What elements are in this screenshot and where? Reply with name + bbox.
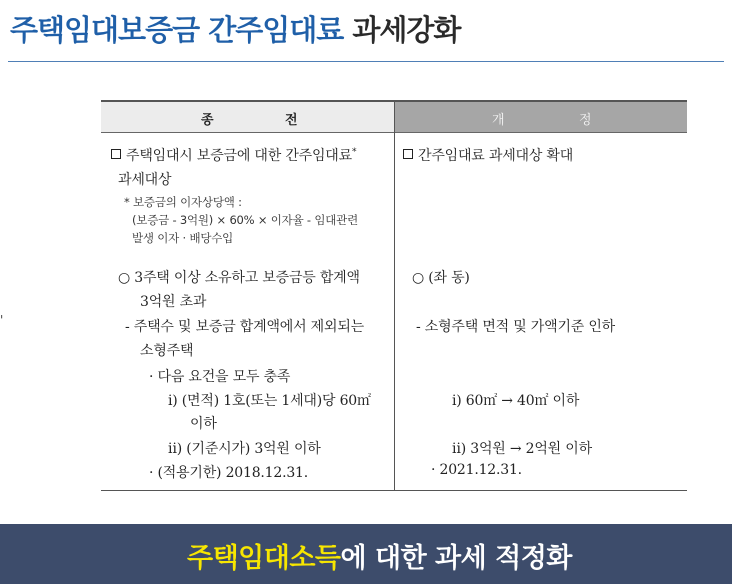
note-line-3: 발생 이자 · 배당수입 — [132, 231, 234, 245]
before-cond-1: ⅰ) (면적) 1호(또는 1세대)당 60㎡ — [168, 393, 371, 409]
before-dash-1: - 주택수 및 보증금 합계액에서 제외되는 — [125, 319, 364, 335]
title-underline — [8, 61, 724, 62]
checkbox-square-icon — [403, 149, 413, 159]
banner-caption — [187, 536, 572, 575]
page-title — [10, 8, 460, 49]
before-cond-1-cont: 이하 — [190, 416, 217, 432]
checkbox-square-icon — [111, 149, 121, 159]
after-bullet: · 2021.12.31. — [431, 462, 522, 478]
before-item-1-text: 주택임대시 보증금에 대한 간주임대료 — [126, 148, 352, 164]
page-title-highlight: 주택임대보증금 간주임대료 — [10, 13, 344, 47]
before-item-2-cont: 3억원 초과 — [140, 294, 207, 310]
header-before — [101, 102, 394, 133]
banner-rest: 에 대한 과세 적정화 — [340, 543, 572, 574]
before-bullet-1: · 다음 요건을 모두 충족 — [149, 369, 291, 385]
header-after — [395, 102, 687, 133]
before-cond-2: ⅱ) (기준시가) 3억원 이하 — [168, 441, 321, 457]
before-item-1-cont: 과세대상 — [118, 172, 172, 188]
header-after-char-1: 개 — [492, 113, 505, 128]
note-line-2: (보증금 - 3억원) × 60% × 이자율 - 임대관련 — [132, 213, 358, 227]
before-dash-1-cont: 소형주택 — [140, 343, 194, 359]
note-line-1: * 보증금의 이자상당액 : — [124, 195, 242, 209]
header-before-char-1: 종 — [201, 113, 214, 128]
side-mark: ' — [0, 313, 4, 327]
after-cond-2: ⅱ) 3억원 → 2억원 이하 — [452, 441, 592, 457]
footnote-mark: * — [351, 147, 357, 158]
banner-highlight: 주택임대소득 — [187, 543, 341, 574]
before-item-1 — [111, 145, 356, 165]
after-dash-1: - 소형주택 면적 및 가액기준 인하 — [416, 319, 615, 335]
after-item-1 — [403, 145, 573, 165]
header-before-char-2: 전 — [285, 113, 298, 128]
after-item-2: ○ (좌 동) — [412, 270, 470, 286]
comparison-table — [101, 100, 687, 491]
after-cond-1: ⅰ) 60㎡ → 40㎡ 이하 — [452, 393, 580, 409]
page-title-rest: 과세강화 — [352, 13, 461, 47]
column-divider — [394, 102, 395, 490]
before-item-2: ○ 3주택 이상 소유하고 보증금등 합계액 — [118, 270, 360, 286]
header-after-char-2: 정 — [579, 113, 592, 128]
before-bullet-2: · (적용기한) 2018.12.31. — [149, 465, 308, 481]
after-item-1-text: 간주임대료 과세대상 확대 — [418, 148, 574, 164]
